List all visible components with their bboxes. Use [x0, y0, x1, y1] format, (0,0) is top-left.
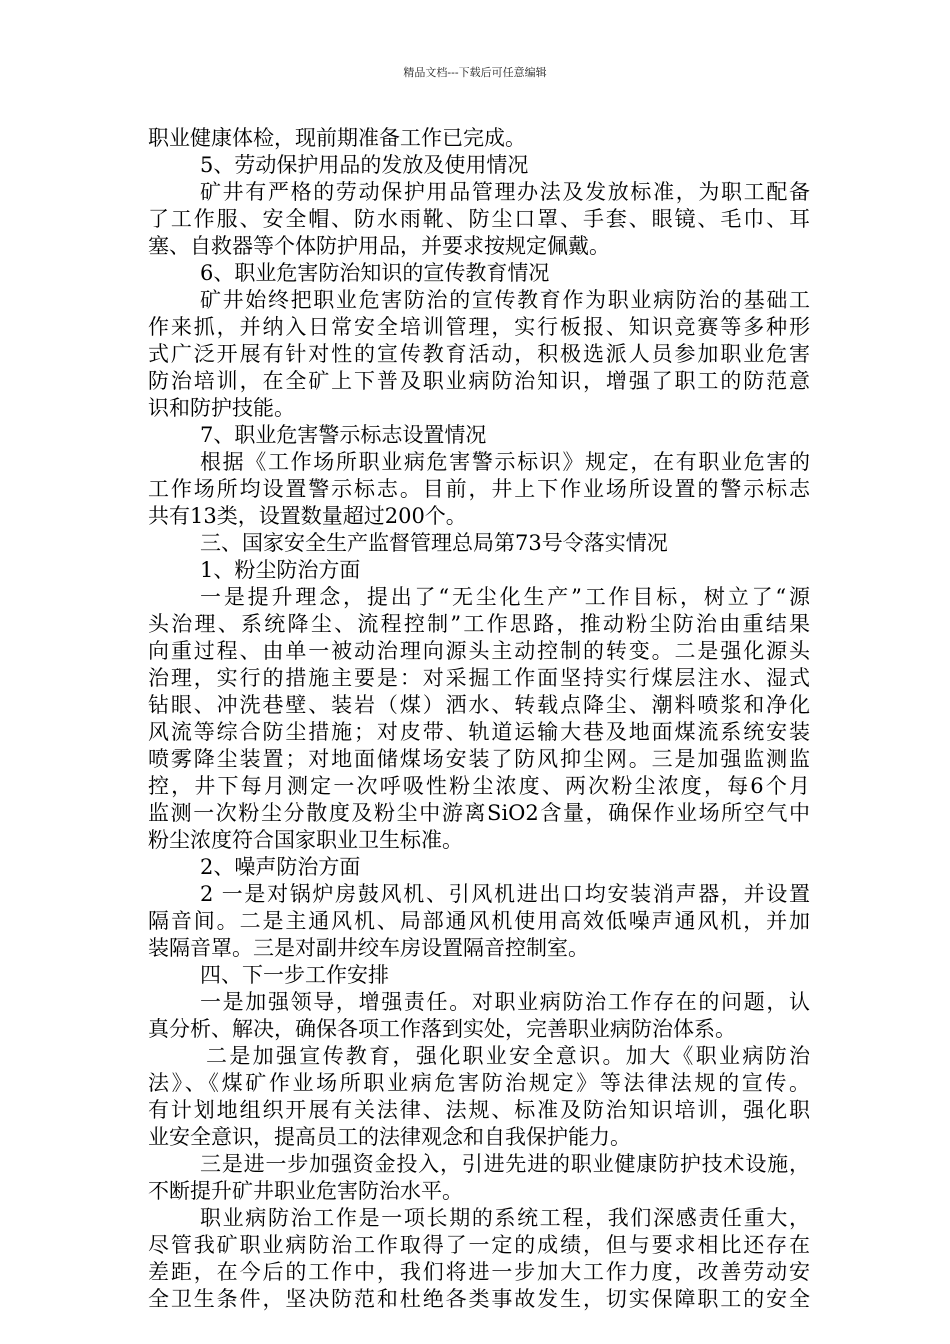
text-line: 二是加强宣传教育，强化职业安全意识。加大《职业病防治: [206, 1044, 810, 1068]
section-heading: 1、粉尘防治方面: [200, 558, 361, 582]
text-line: 隔音间。二是主通风机、局部通风机使用高效低噪声通风机，并加: [148, 909, 810, 933]
text-line: 全卫生条件，坚决防范和杜绝各类事故发生，切实保障职工的安全: [148, 1287, 810, 1311]
text-line: 工作场所均设置警示标志。目前，井上下作业场所设置的警示标志: [148, 477, 810, 501]
section-heading: 四、下一步工作安排: [200, 963, 389, 987]
text-line: 矿井有严格的劳动保护用品管理办法及发放标准，为职工配备: [200, 180, 810, 204]
text-line: 真分析、解决，确保各项工作落到实处，完善职业病防治体系。: [148, 1017, 736, 1041]
text-line: 了工作服、安全帽、防水雨靴、防尘口罩、手套、眼镜、毛巾、耳: [148, 207, 810, 231]
text-line: 矿井始终把职业危害防治的宣传教育作为职业病防治的基础工: [200, 288, 810, 312]
section-heading: 2、噪声防治方面: [200, 855, 361, 879]
section-heading: 5、劳动保护用品的发放及使用情况: [200, 153, 529, 177]
section-heading: 6、职业危害防治知识的宣传教育情况: [200, 261, 550, 285]
text-line: 三是进一步加强资金投入，引进先进的职业健康防护技术设施，: [200, 1152, 810, 1176]
text-line: 式广泛开展有针对性的宣传教育活动，积极选派人员参加职业危害: [148, 342, 810, 366]
text-line: 尽管我矿职业病防治工作取得了一定的成绩，但与要求相比还存在: [148, 1233, 810, 1257]
section-heading: 7、职业危害警示标志设置情况: [200, 423, 487, 447]
text-line: 塞、自救器等个体防护用品，并要求按规定佩戴。: [148, 234, 610, 258]
text-line: 业安全意识，提高员工的法律观念和自我保护能力。: [148, 1125, 631, 1149]
text-line: 有计划地组织开展有关法律、法规、标准及防治知识培训，强化职: [148, 1098, 810, 1122]
text-line: 作来抓，并纳入日常安全培训管理，实行板报、知识竞赛等多种形: [148, 315, 810, 339]
text-line: 职业病防治工作是一项长期的系统工程，我们深感责任重大，: [200, 1206, 810, 1230]
text-line: 钻眼、冲洗巷壁、装岩（煤）洒水、转载点降尘、潮料喷浆和净化: [148, 693, 810, 717]
text-line: 一是提升理念，提出了“无尘化生产”工作目标，树立了“源: [200, 585, 810, 609]
text-line: 识和防护技能。: [148, 396, 295, 420]
text-line: 喷雾降尘装置；对地面储煤场安装了防风抑尘网。三是加强监测监: [148, 747, 810, 771]
text-line: 控，井下每月测定一次呼吸性粉尘浓度、两次粉尘浓度，每6个月: [148, 774, 810, 798]
text-line: 职业健康体检，现前期准备工作已完成。: [148, 126, 526, 150]
text-line: 差距，在今后的工作中，我们将进一步加大工作力度，改善劳动安: [148, 1260, 810, 1284]
text-line: 监测一次粉尘分散度及粉尘中游离SiO2含量，确保作业场所空气中: [148, 801, 810, 825]
text-line: 粉尘浓度符合国家职业卫生标准。: [148, 828, 463, 852]
text-line: 治理，实行的措施主要是：对采掘工作面坚持实行煤层注水、湿式: [148, 666, 810, 690]
section-heading: 三、国家安全生产监督管理总局第73号令落实情况: [200, 531, 668, 555]
text-line: 共有13类，设置数量超过200个。: [148, 504, 467, 528]
text-line: 风流等综合防尘措施；对皮带、轨道运输大巷及地面煤流系统安装: [148, 720, 810, 744]
text-line: 防治培训，在全矿上下普及职业病防治知识，增强了职工的防范意: [148, 369, 810, 393]
text-line: 根据《工作场所职业病危害警示标识》规定，在有职业危害的: [200, 450, 810, 474]
text-line: 头治理、系统降尘、流程控制”工作思路，推动粉尘防治由重结果: [148, 612, 810, 636]
text-line: 2 一是对锅炉房鼓风机、引风机进出口均安装消声器，并设置: [200, 882, 810, 906]
document-body: [148, 125, 810, 1313]
text-line: 不断提升矿井职业危害防治水平。: [148, 1179, 463, 1203]
text-line: 装隔音罩。三是对副井绞车房设置隔音控制室。: [148, 936, 589, 960]
page-header: 精品文档---下载后可任意编辑: [403, 66, 547, 79]
text-line: 法》、《煤矿作业场所职业病危害防治规定》等法律法规的宣传。: [148, 1071, 810, 1095]
text-line: 向重过程、由单一被动治理向源头主动控制的转变。二是强化源头: [148, 639, 810, 663]
text-line: 一是加强领导，增强责任。对职业病防治工作存在的问题，认: [200, 990, 810, 1014]
